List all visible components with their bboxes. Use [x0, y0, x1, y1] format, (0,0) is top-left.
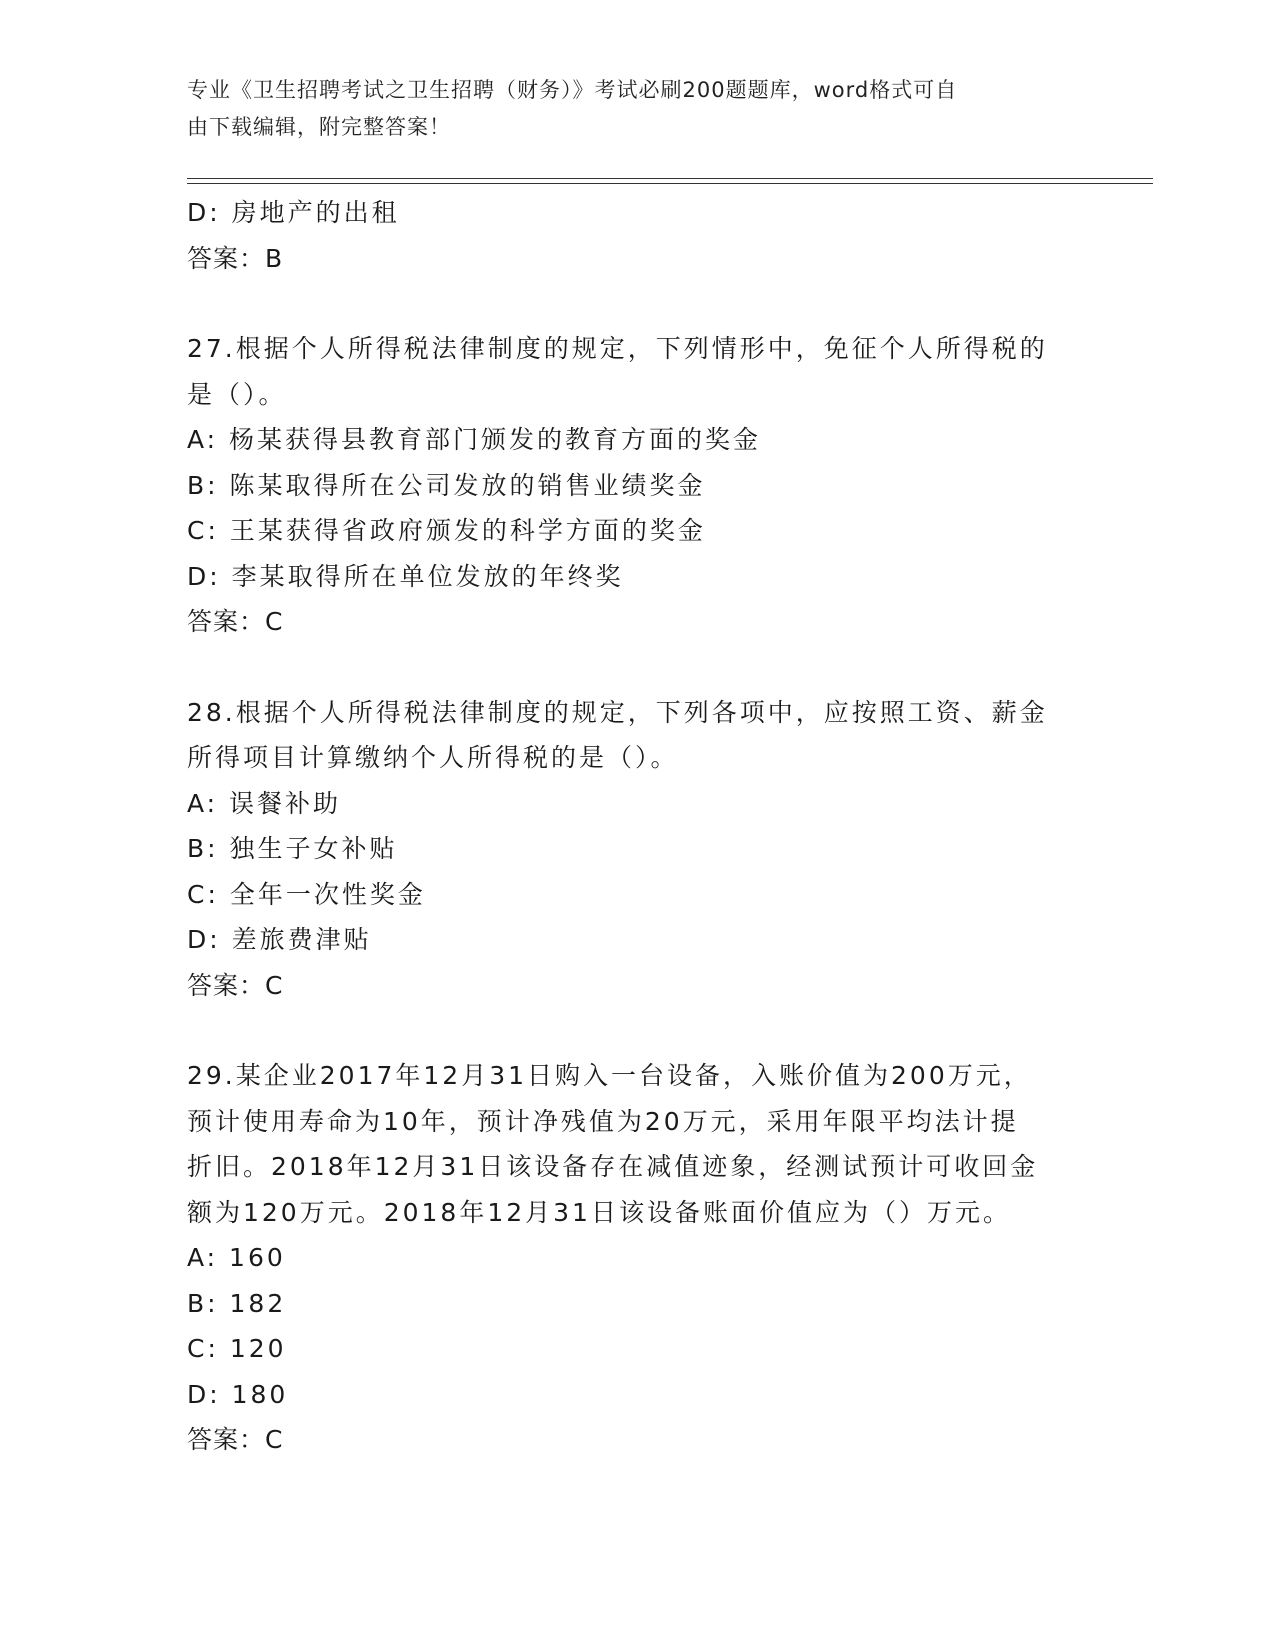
option-a: A: 杨某获得县教育部门颁发的教育方面的奖金: [187, 425, 762, 454]
option-b: B: 182: [187, 1288, 287, 1318]
answer: 答案：C: [187, 1425, 284, 1454]
header-divider: [187, 178, 1153, 184]
question-stem-line: 29.某企业2017年12月31日购入一台设备，入账价值为200万元，: [187, 1061, 1032, 1090]
answer: 答案：C: [187, 970, 284, 1000]
answer: 答案：C: [187, 607, 284, 636]
spacer: [187, 645, 1087, 690]
spacer: [187, 1008, 1087, 1053]
page-header: [187, 72, 1067, 146]
question-29: [187, 1053, 1087, 1463]
prev-option-d: D: 房地产的出租: [187, 198, 400, 227]
header-line-1: 专业《卫生招聘考试之卫生招聘（财务）》考试必刷200题题库，word格式可自: [187, 78, 958, 102]
option-a: A: 160: [187, 1243, 286, 1272]
option-d: D: 差旅费津贴: [187, 925, 372, 954]
question-stem-line: 预计使用寿命为10年，预计净残值为20万元，采用年限平均法计提: [187, 1106, 1019, 1136]
question-stem-line: 折旧。2018年12月31日该设备存在减值迹象，经测试预计可收回金: [187, 1152, 1039, 1181]
option-d: D: 180: [187, 1379, 289, 1409]
question-27: [187, 326, 1087, 645]
prev-answer: 答案：B: [187, 243, 284, 273]
question-stem-line: 所得项目计算缴纳个人所得税的是（）。: [187, 743, 679, 772]
option-d: D: 李某取得所在单位发放的年终奖: [187, 561, 624, 591]
header-line-2: 由下载编辑，附完整答案！: [187, 115, 451, 139]
option-a: A: 误餐补助: [187, 788, 342, 818]
question-stem-line: 28.根据个人所得税法律制度的规定，下列各项中，应按照工资、薪金: [187, 697, 1048, 727]
spacer: [187, 281, 1087, 326]
document-body: [187, 190, 1087, 1463]
option-c: C: 王某获得省政府颁发的科学方面的奖金: [187, 516, 706, 545]
option-b: B: 独生子女补贴: [187, 834, 398, 863]
option-c: C: 全年一次性奖金: [187, 879, 426, 909]
question-stem-line: 是（）。: [187, 379, 287, 409]
question-28: [187, 690, 1087, 1009]
question-stem-line: 27.根据个人所得税法律制度的规定，下列情形中，免征个人所得税的: [187, 334, 1048, 363]
question-stem-line: 额为120万元。2018年12月31日该设备账面价值应为（）万元。: [187, 1197, 1011, 1227]
option-b: B: 陈某取得所在公司发放的销售业绩奖金: [187, 470, 706, 500]
option-c: C: 120: [187, 1334, 287, 1363]
